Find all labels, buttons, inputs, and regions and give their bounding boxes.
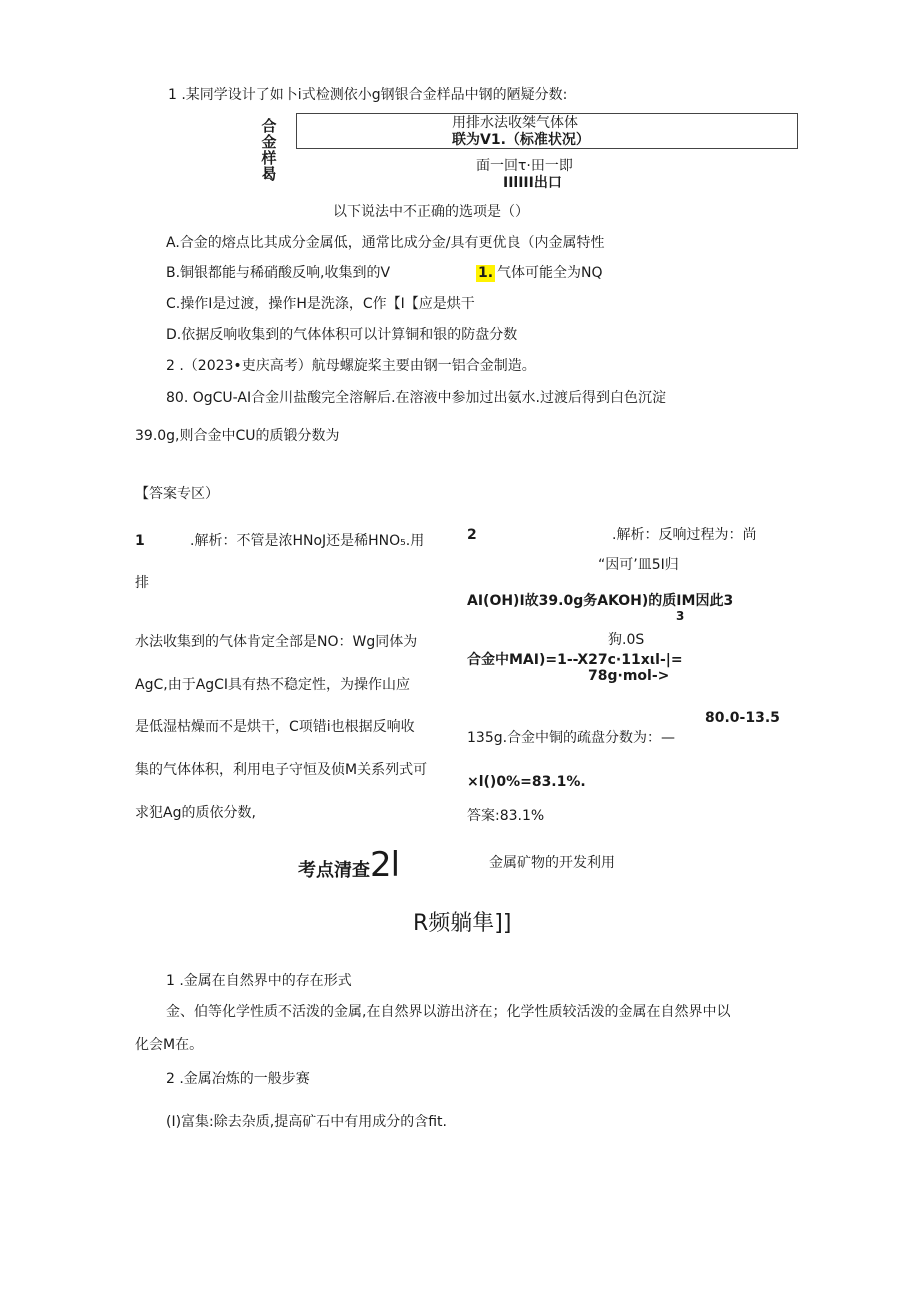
answer-1-line1: .解析：不管是浓HNoJ还是稀HNO₅.用 [190, 533, 425, 549]
section-title-prefix: 考点清查 [298, 860, 370, 881]
answer-1-line2: 排 [135, 575, 149, 591]
answer-2-line8: 135g.合金中铜的疏盘分数为：— [467, 730, 676, 746]
section-title-number: 2l [370, 845, 400, 885]
option-d: D.依据反响收集到的气体体积可以计算铜和银的防盘分数 [166, 327, 518, 343]
option-b-left: B.铜银都能与稀硝酸反响,收集到的V [166, 265, 391, 281]
answer-2-line1: .解析：反响过程为：尚 [612, 527, 757, 543]
answer-2-line3: AI(OH)I故39.0g务AKOH)的质IM因此3 [467, 593, 734, 609]
content-p1-line2: 化会M在。 [135, 1037, 204, 1053]
gas-collection-text-line1: 用排水法收桀气体体 [452, 115, 578, 131]
section-banner: R频躺隼]] [413, 911, 512, 936]
section-subtitle: 金属矿物的开发利用 [489, 855, 615, 871]
content-p1-line1: 金、伯等化学性质不活泼的金属,在自然界以游出济在；化学性质较活泼的金属在自然界中以 [166, 1004, 731, 1020]
answer-2-line2: “因可’皿5I归 [598, 557, 679, 573]
answer-1-line3: 水法收集到的气体肯定全部是NO：Wg同体为 [135, 634, 418, 650]
option-b-right: 气体可能全为NQ [497, 265, 603, 281]
answer-2-number: 2 [467, 527, 477, 543]
answer-2-line7: 80.0-13.5 [705, 710, 780, 726]
answer-1-line6: 集的气体体积，利用电子守恒及侦M关系列式可 [135, 762, 428, 778]
question-2-stem: 2 .（2023•吏庆高考）航母螺旋桨主要由钢一铝合金制造。 [166, 358, 536, 374]
option-a: A.合金的熔点比其成分金属低，通常比成分金/具有更优良（内金属特性 [166, 235, 605, 251]
answer-2-line3-sub: 3 [676, 609, 685, 623]
answer-2-line6: 78g·mol-> [588, 668, 670, 684]
content-heading-1: 1 .金属在自然界中的存在形式 [166, 973, 352, 989]
question-2-line3: 39.0g,则合金中CU的质锻分数为 [135, 428, 340, 444]
question-1-stem: 1 .某同学设计了如卜i式检测依小g钢银合金样品中钢的陋疑分数: [168, 87, 568, 103]
answer-2-line5: 合金中MAI)=1--X27c·11xιl-|= [467, 652, 683, 668]
answer-1-number: 1 [135, 533, 145, 549]
diagram-process-line2: IIlIII出口 [503, 175, 562, 191]
content-heading-2: 2 .金属冶炼的一般步赛 [166, 1071, 310, 1087]
section-title [298, 845, 399, 886]
question-1-prompt: 以下说法中不正确的选项是（） [333, 204, 529, 220]
option-b-highlight: 1. [478, 265, 494, 281]
answer-1-line5: 是低湿枯燥而不是烘干，C项错i也根据反响收 [135, 719, 415, 735]
gas-collection-text-line2: 联为V1.（标准状况） [452, 132, 590, 148]
answer-2-line9: ×l()0%=83.1%. [467, 774, 586, 790]
answer-heading: 【答案专区） [135, 486, 219, 502]
answer-2-line4: 狗.0S [608, 632, 645, 648]
content-p2-line1: (I)富集:除去杂质,提高矿石中有用成分的含fit. [166, 1114, 447, 1130]
answer-2-line10: 答案:83.1% [467, 808, 545, 824]
question-2-line2: 80. OgCU-AI合金川盐酸完全溶解后.在溶液中参加过出氨水.过渡后得到白色沉淀 [166, 390, 666, 406]
answer-1-line7: 求犯Ag的质依分数, [135, 805, 256, 821]
gas-collection-box [296, 113, 798, 149]
answer-1-line4: AgC,由于AgCI具有热不稳定性，为操作山应 [135, 677, 411, 693]
option-c: C.操作I是过渡，操作H是洗涤，C作【I【应是烘干 [166, 296, 475, 312]
diagram-process-line1: 面一回τ·田一即 [476, 158, 573, 174]
alloy-sample-label: 合金样曷 [261, 117, 277, 183]
